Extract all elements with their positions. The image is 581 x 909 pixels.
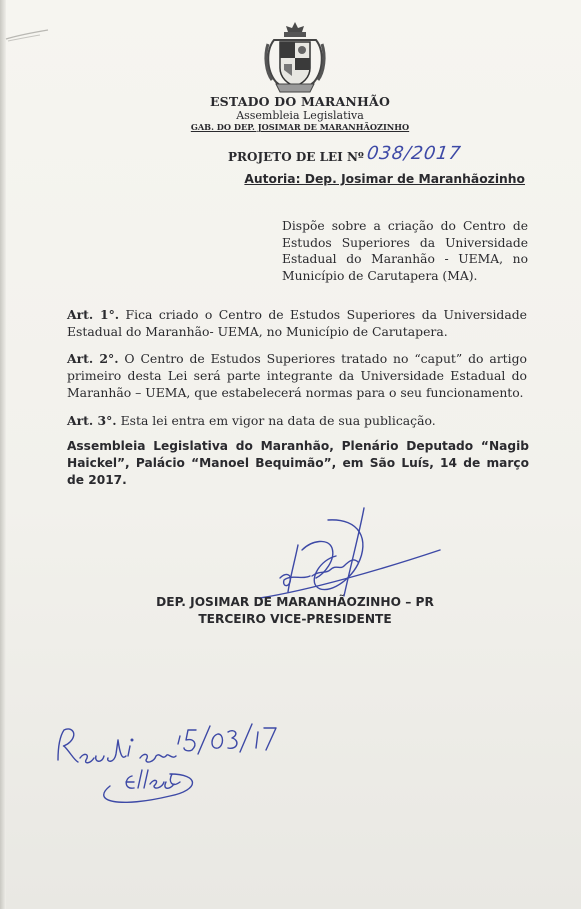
article-3 xyxy=(67,412,527,429)
article-text: Fica criado o Centro de Estudos Superiores da Universidade Estadual do Maranhão- UEMA, no Município de Carutapera. xyxy=(67,307,528,339)
page-edge-shadow xyxy=(0,0,6,909)
ementa-text: Dispõe sobre a criação do Centro de Estudos Superiores da Universidade Estadual do Maranhão - UEMA, no Município de Carutapera (MA). xyxy=(282,219,528,283)
signer-block xyxy=(130,594,460,628)
bill-heading xyxy=(228,142,461,164)
bill-number: 038/2017 xyxy=(365,143,463,164)
article-label: Art. 2°. xyxy=(67,351,119,366)
assembly-name: Assembleia Legislativa xyxy=(236,109,364,122)
ementa xyxy=(282,218,528,284)
article-text: Esta lei entra em vigor na data de sua publicação. xyxy=(116,413,436,428)
article-1 xyxy=(67,306,527,340)
article-label: Art. 1°. xyxy=(67,307,120,322)
coat-of-arms-icon xyxy=(262,20,328,94)
article-label: Art. 3°. xyxy=(67,413,117,428)
article-2 xyxy=(67,350,527,401)
handwritten-receipt-icon xyxy=(50,716,290,806)
state-name: ESTADO DO MARANHÃO xyxy=(209,94,391,109)
cabinet-name: GAB. DO DEP. JOSIMAR DE MARANHÃOZINHO xyxy=(190,122,410,132)
bill-label: PROJETO DE LEI Nº xyxy=(228,150,364,164)
closing-statement: Assembleia Legislativa do Maranhão, Plenário Deputado “Nagib Haickel”, Palácio “Manoel Bequimão”, em São Luís, 14 de março de 2017. xyxy=(67,439,529,487)
pencil-mark-icon xyxy=(4,28,50,42)
signer-name: DEP. JOSIMAR DE MARANHÃOZINHO – PR xyxy=(156,595,434,609)
authorship: Autoria: Dep. Josimar de Maranhãozinho xyxy=(244,172,525,186)
signer-role: TERCEIRO VICE-PRESIDENTE xyxy=(198,612,392,626)
article-text: O Centro de Estudos Superiores tratado no “caput” do artigo primeiro desta Lei será parte integrante da Universidade Estadual do Maranhão – UEMA, que estabelecerá normas para o seu funcionamento. xyxy=(67,351,528,400)
